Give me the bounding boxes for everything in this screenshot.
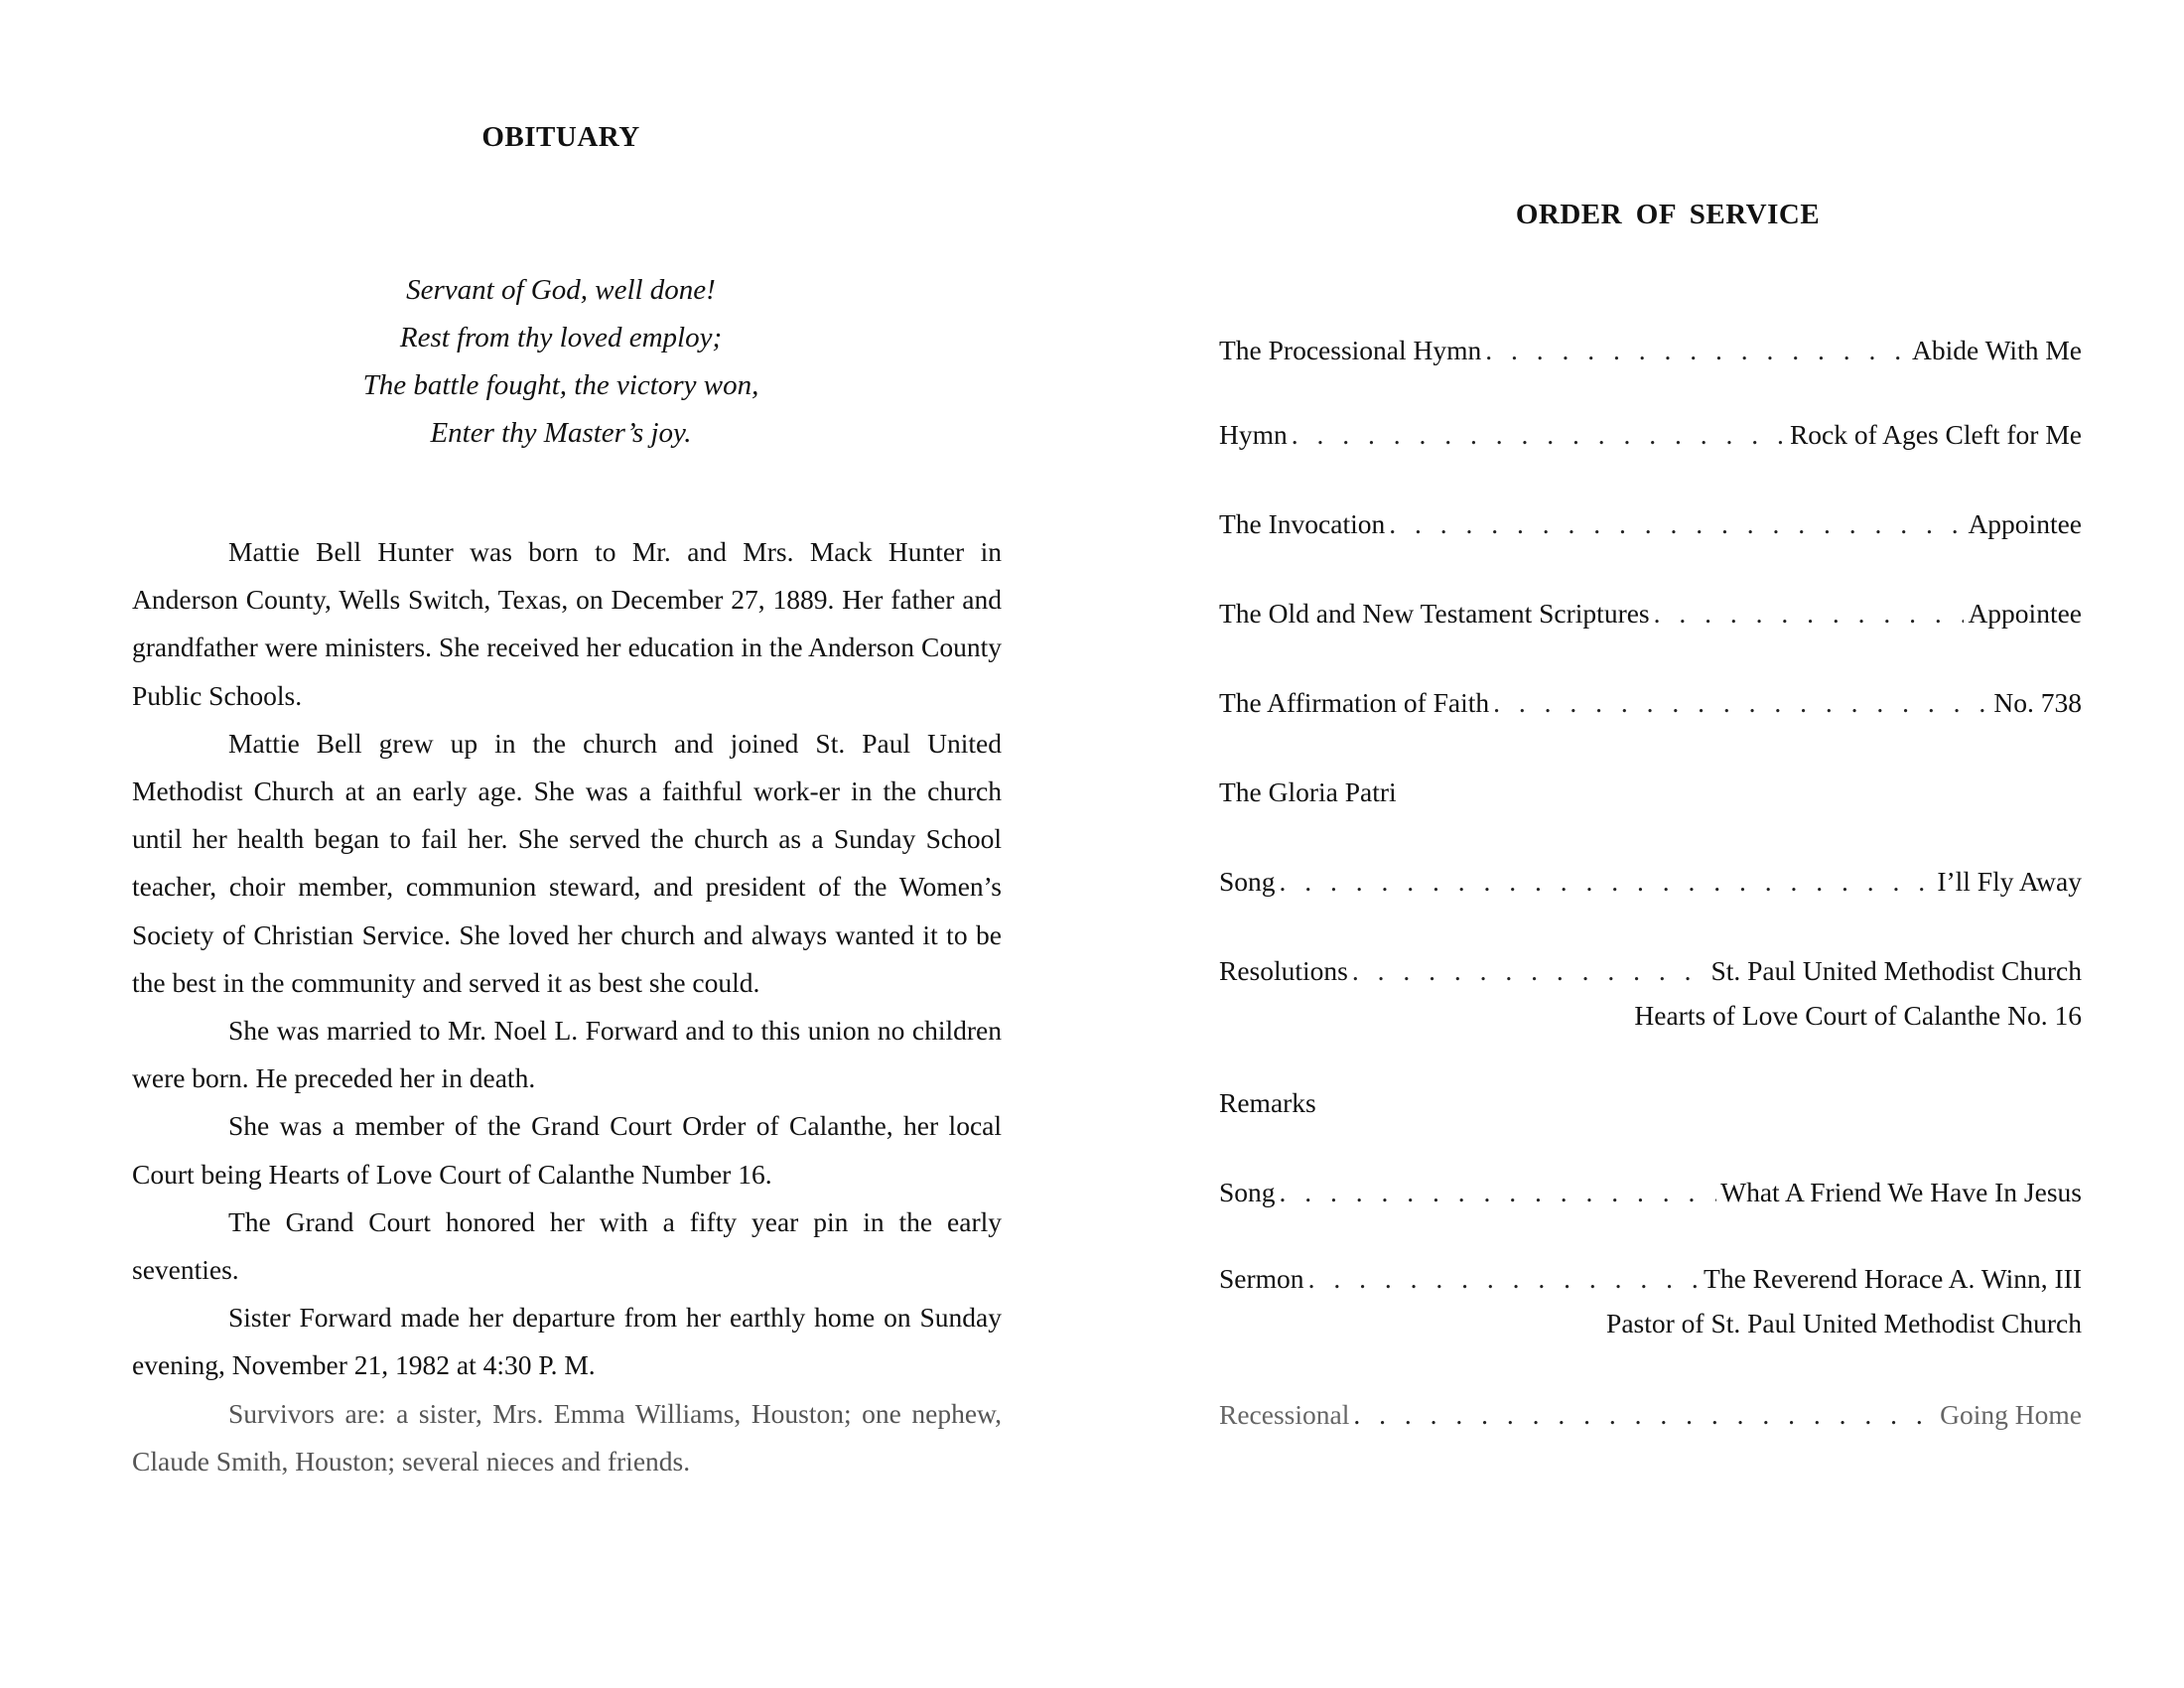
poem [164, 266, 958, 457]
service-entry-label: Hymn [1219, 419, 1288, 450]
dot-leader [1280, 859, 1934, 904]
service-entry-label: The Invocation [1219, 508, 1386, 539]
dot-leader [1280, 1170, 1717, 1214]
dot-leader [1485, 328, 1908, 372]
dot-leader [1654, 591, 1965, 635]
dot-leader [1308, 1256, 1700, 1301]
poem-line: Enter thy Master’s joy. [430, 417, 692, 449]
order-of-service-title: ORDER OF SERVICE [1515, 199, 1821, 230]
service-entry [1219, 770, 2082, 814]
service-entry [1219, 680, 2082, 725]
service-entry [1219, 948, 2082, 1038]
service-entry-value: Going Home [1940, 1399, 2082, 1430]
service-entry-row [1219, 1080, 2082, 1125]
service-entry-label: The Processional Hymn [1219, 335, 1482, 365]
service-entry [1219, 412, 2082, 457]
service-entry-row [1219, 501, 2082, 546]
service-entry-value: St. Paul United Methodist Church [1710, 955, 2082, 986]
service-entry-value: Abide With Me [1911, 335, 2082, 365]
service-entry-row [1219, 948, 2082, 993]
obituary-paragraph: She was married to Mr. Noel L. Forward and to this union no children were born. He preceded her in death. [132, 1015, 1002, 1094]
service-entry-value: Appointee [1968, 598, 2082, 629]
service-entry [1219, 1256, 2082, 1345]
service-entry [1219, 501, 2082, 546]
service-entry-continuation: Pastor of St. Paul United Methodist Church [1606, 1308, 2082, 1338]
obituary-body [132, 528, 1002, 1485]
obituary-paragraph: Survivors are: a sister, Mrs. Emma Williams, Houston; one nephew, Claude Smith, Houston; several nieces and friends. [132, 1397, 1002, 1477]
dot-leader [1353, 1392, 1936, 1437]
poem-line: Rest from thy loved employ; [399, 322, 723, 353]
obituary-paragraph: Mattie Bell grew up in the church and joined St. Paul United Methodist Church at an early age. She was a faithful work-er in the church until her health began to fail her. She served the church as a Sunday School teacher, choir member, communion steward, and president of the Women’s Society of Christian Service. She loved her church and always wanted it to be the best in the community and served it as best she could. [132, 727, 1002, 998]
obituary-paragraph: The Grand Court honored her with a fifty year pin in the early seventies. [132, 1205, 1002, 1286]
service-entry-row [1219, 328, 2082, 372]
service-entry-label: The Affirmation of Faith [1219, 687, 1490, 718]
service-entry-value: I’ll Fly Away [1937, 866, 2082, 897]
service-entry-row [1219, 412, 2082, 457]
service-entry-row [1219, 770, 2082, 814]
service-entry-value: What A Friend We Have In Jesus [1720, 1177, 2082, 1207]
obituary-paragraph: Sister Forward made her departure from her earthly home on Sunday evening, November 21, 1982 at 4:30 P. M. [132, 1302, 1002, 1381]
service-entry [1219, 1170, 2082, 1214]
service-entry-row [1219, 1170, 2082, 1214]
service-entry-label: Song [1219, 866, 1276, 897]
service-entry-row [1219, 1256, 2082, 1301]
service-entry-label: Remarks [1219, 1087, 1316, 1118]
service-entry-label: Recessional [1219, 1399, 1350, 1430]
service-entry-continuation: Hearts of Love Court of Calanthe No. 16 [1634, 1000, 2082, 1031]
service-entry-row [1219, 859, 2082, 904]
service-entry-label: Song [1219, 1177, 1276, 1207]
service-entry-row [1219, 1392, 2082, 1437]
service-entry-label: The Gloria Patri [1219, 776, 1397, 807]
service-entry-value: Appointee [1968, 508, 2082, 539]
service-entry-row [1219, 680, 2082, 725]
dot-leader [1292, 412, 1786, 457]
dot-leader [1352, 948, 1707, 993]
order-of-service-page [1092, 0, 2184, 1688]
service-entry [1219, 591, 2082, 635]
obituary-paragraph: She was a member of the Grand Court Order of Calanthe, her local Court being Hearts of Love Court of Calanthe Number 16. [132, 1110, 1002, 1190]
service-entry-label: The Old and New Testament Scriptures [1219, 598, 1650, 629]
service-entry-label: Sermon [1219, 1263, 1304, 1294]
service-entry-value: The Reverend Horace A. Winn, III [1704, 1263, 2082, 1294]
service-entry-value: Rock of Ages Cleft for Me [1789, 419, 2082, 450]
service-entry-row [1219, 591, 2082, 635]
dot-leader [1389, 501, 1964, 546]
poem-line: The battle fought, the victory won, [362, 369, 759, 401]
service-entry [1219, 1080, 2082, 1125]
obituary-title: OBITUARY [481, 121, 640, 153]
service-entry [1219, 859, 2082, 904]
service-entry-value: No. 738 [1993, 687, 2082, 718]
poem-line: Servant of God, well done! [406, 274, 716, 306]
service-entry-label: Resolutions [1219, 955, 1348, 986]
service-entry [1219, 1392, 2082, 1437]
service-entry [1219, 328, 2082, 372]
obituary-paragraph: Mattie Bell Hunter was born to Mr. and Mrs. Mack Hunter in Anderson County, Wells Switch, Texas, on December 27, 1889. Her father and grandfather were ministers. She received her education in the Anderson County Public Schools. [132, 536, 1002, 711]
dot-leader [1493, 680, 1989, 725]
